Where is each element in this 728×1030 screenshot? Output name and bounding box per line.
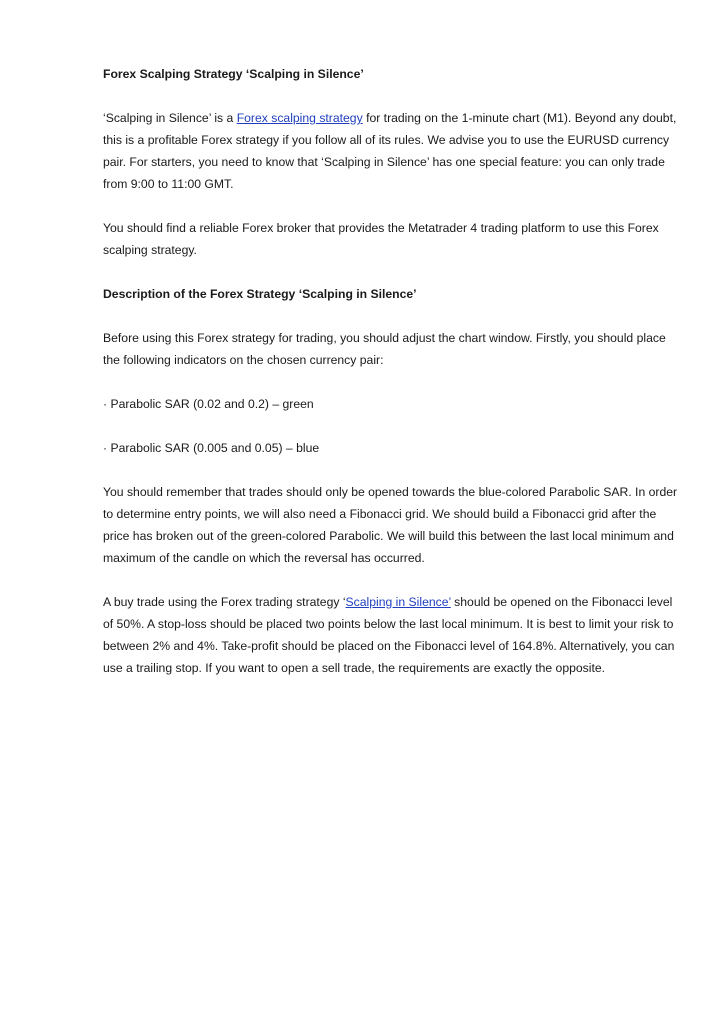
bullet-item-blue-sar: · Parabolic SAR (0.005 and 0.05) – blue [103,441,320,455]
intro-paragraph [103,107,683,195]
buy-text-start: A buy trade using the Forex trading strategy ‘ [103,595,346,609]
document-page [103,63,683,701]
buy-trade-paragraph [103,591,683,679]
bullet-item-green-sar: · Parabolic SAR (0.02 and 0.2) – green [103,397,314,411]
description-heading: Description of the Forex Strategy ‘Scalping in Silence’ [103,287,417,301]
setup-paragraph: Before using this Forex strategy for trading, you should adjust the chart window. Firstly, you should place the following indicators on the chosen currency pair: [103,331,666,367]
intro-text-start: ‘Scalping in Silence’ is a [103,111,237,125]
intro-text-end: for trading on the 1-minute chart (M1). Beyond any doubt, this is a profitable Forex strategy if you follow all of its rules. We advise you to use the EURUSD currency pair. For starters, you need to know that ‘Scalping in Silence’ has one special feature: you can only trade from 9:00 to 11:00 GMT. [103,111,677,191]
forex-scalping-strategy-link[interactable]: Forex scalping strategy [236,111,363,125]
buy-text-end: should be opened on the Fibonacci level of 50%. A stop-loss should be placed two points below the last local minimum. It is best to limit your risk to between 2% and 4%. Take-profit should be placed on the Fibonacci level of 164.8%. Alternatively, you can use a trailing stop. If you want to open a sell trade, the requirements are exactly the opposite. [103,595,675,675]
broker-paragraph: You should find a reliable Forex broker that provides the Metatrader 4 trading platform to use this Forex scalping strategy. [103,221,659,257]
scalping-in-silence-link[interactable]: Scalping in Silence’ [345,595,451,609]
document-title: Forex Scalping Strategy ‘Scalping in Silence’ [103,67,364,81]
fibonacci-paragraph: You should remember that trades should only be opened towards the blue-colored Parabolic SAR. In order to determine entry points, we will also need a Fibonacci grid. We should build a Fibonacci grid after the price has broken out of the green-colored Parabolic. We will build this between the last local minimum and maximum of the candle on which the reversal has occurred. [103,485,678,565]
